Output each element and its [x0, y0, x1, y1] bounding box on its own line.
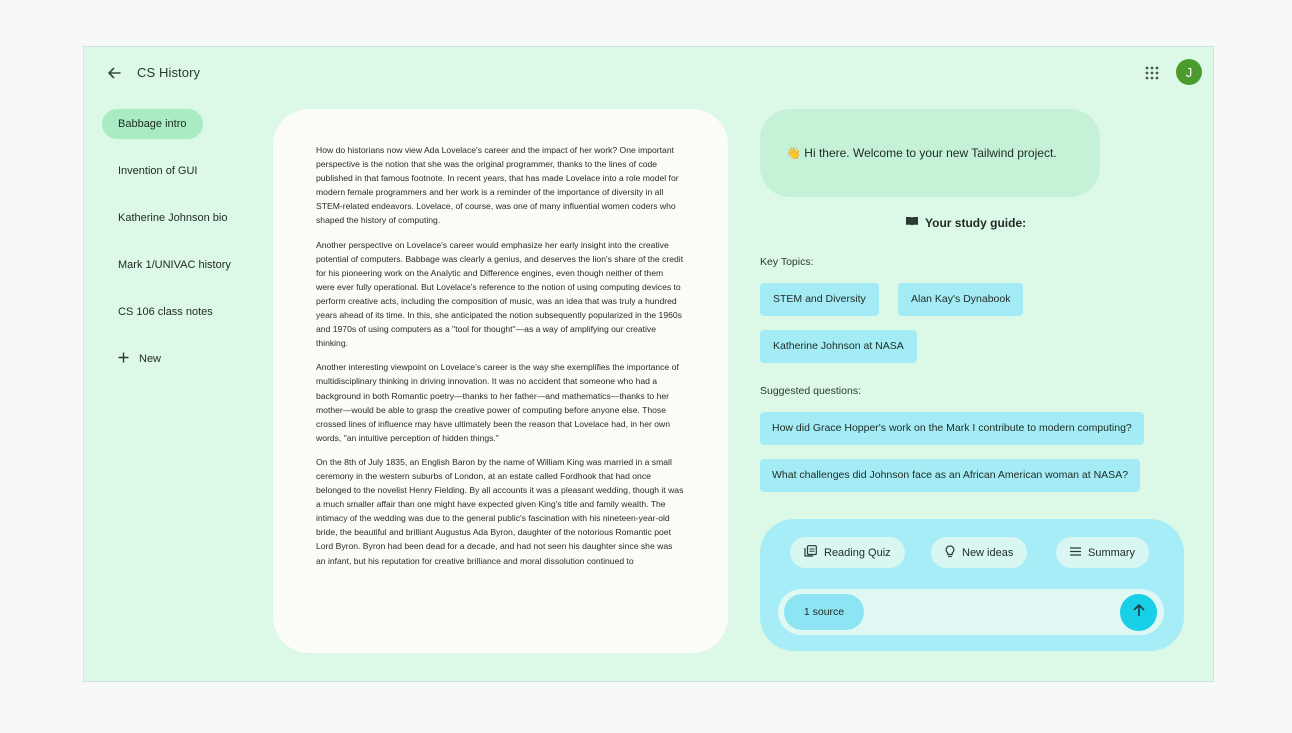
- sidebar-item-babbage-intro[interactable]: Babbage intro: [102, 109, 203, 139]
- composer: [760, 519, 1184, 651]
- document-paragraph: Another interesting viewpoint on Lovelace's career is the way she exemplifies the importance of multidisciplinary thinking in driving innovation. It was no accident that someone who had a background in both Romantic poetry—thanks to her father—and mathematics—thanks to her mother—would be able to grasp the creative power of computing before anyone else. Those crossed lines of influence may have ultimately been the reason that Lovelace had, in her own words, "an intuitive perception of hidden things.": [316, 362, 679, 443]
- sidebar-item-katherine-johnson-bio[interactable]: Katherine Johnson bio: [118, 212, 228, 224]
- document-paragraph: How do historians now view Ada Lovelace's career and the impact of her work? One important perspective is the notion that she was the original programmer, thanks to the lines of code published in that famous footnote. In recent years, that has made Lovelace into a role model for modern female programmers and her work is a reminder of the importance of diversity in all STEM-related endeavors. Lovelace, of course, was one of many influential women coders who shaped the history of computing.: [316, 145, 679, 226]
- new-ideas-label: New ideas: [962, 546, 1014, 559]
- document-paragraph: Another perspective on Lovelace's career would emphasize her early insight into the creative potential of computers. Babbage was clearly a genius, and deserves the lion's share of the credit for his pioneering work on the Analytic and Difference engines, even though neither of them were ever fully operational. But Lovelace's reference to the notion of using computing devices to perform creative acts, including the composition of music, was an idea that was truly a hundred years ahead of its time. In this, she anticipated the notion subsequently popularized in the 1960s and 1970s of using computers as a "tool for thought"—as a way of amplifying our creative thinking.: [316, 239, 684, 349]
- arrow-up-icon: [1132, 603, 1146, 622]
- reading-quiz-label: Reading Quiz: [824, 546, 891, 559]
- user-avatar[interactable]: J: [1176, 59, 1202, 85]
- send-button[interactable]: [1120, 594, 1157, 631]
- new-notebook-button[interactable]: [102, 344, 262, 374]
- key-topics-label: Key Topics:: [760, 256, 814, 268]
- topic-chip[interactable]: STEM and Diversity: [760, 283, 879, 316]
- suggested-question[interactable]: What challenges did Johnson face as an African American woman at NASA?: [760, 459, 1140, 492]
- topic-chip[interactable]: Katherine Johnson at NASA: [760, 330, 917, 363]
- sidebar: [102, 109, 262, 374]
- document-paragraph: On the 8th of July 1835, an English Baron by the name of William King was married in a small ceremony in the western suburbs of London, at an estate called Fordhook that had once belonged to the novelist Henry Fielding. By all accounts it was a pleasant wedding, though it was a much smaller affair than one might have expected given King's title and family wealth. The intimacy of the wedding was due to the general public's fascination with his nineteen-year-old bride, the beautiful and brilliant Augustus Ada Byron, daughter of the notorious Romantic poet Lord Byron. Byron had been dead for a decade, and had not seen his daughter since she was an infant, but his reputation for creative brilliance and moral dissolution continued to: [316, 456, 684, 566]
- document-panel: [273, 109, 728, 653]
- page-title: CS History: [137, 65, 201, 80]
- open-book-icon: [905, 215, 919, 230]
- summary-button[interactable]: [1056, 537, 1149, 568]
- sidebar-item-invention-of-gui[interactable]: Invention of GUI: [118, 165, 198, 177]
- apps-grid-icon[interactable]: [1140, 61, 1164, 85]
- suggested-question[interactable]: How did Grace Hopper's work on the Mark I contribute to modern computing?: [760, 412, 1144, 445]
- sidebar-item-cs106-class-notes[interactable]: CS 106 class notes: [118, 306, 213, 318]
- plus-icon: [118, 352, 129, 366]
- sidebar-item-mark1-univac-history[interactable]: Mark 1/UNIVAC history: [118, 259, 231, 271]
- summary-label: Summary: [1088, 546, 1136, 559]
- quiz-cards-icon: [804, 545, 817, 560]
- reading-quiz-button[interactable]: [790, 537, 905, 568]
- new-label: New: [139, 353, 162, 365]
- source-chip[interactable]: 1 source: [784, 594, 864, 630]
- lines-icon: [1070, 547, 1081, 559]
- study-guide-label: Your study guide:: [925, 215, 1027, 230]
- lightbulb-icon: [945, 545, 955, 561]
- back-arrow-icon[interactable]: [102, 61, 126, 85]
- chat-input[interactable]: [778, 589, 1164, 635]
- study-guide-heading: [905, 215, 1026, 230]
- suggested-questions-label: Suggested questions:: [760, 385, 861, 397]
- app-window: [83, 46, 1214, 682]
- topic-chip[interactable]: Alan Kay's Dynabook: [898, 283, 1023, 316]
- welcome-message: 👋 Hi there. Welcome to your new Tailwind project.: [760, 109, 1100, 197]
- new-ideas-button[interactable]: [931, 537, 1027, 568]
